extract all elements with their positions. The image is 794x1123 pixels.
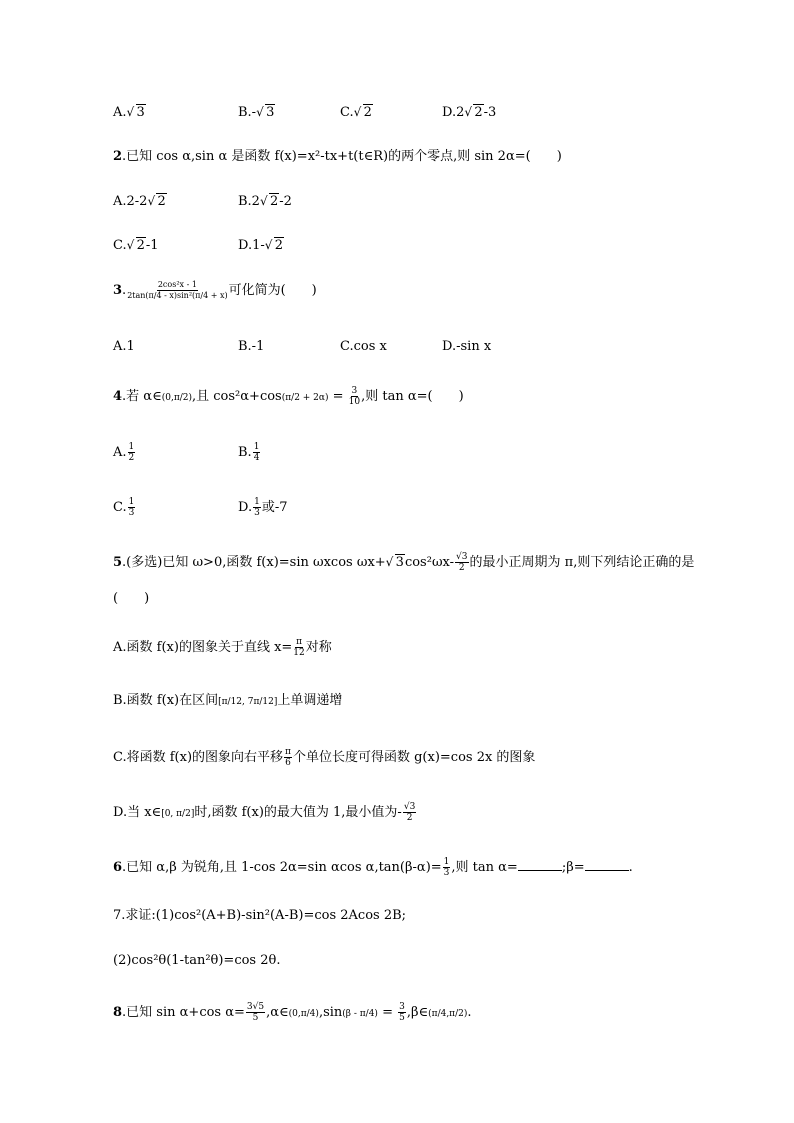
q4-option-c: C. $\frac{1}{3}$ bbox=[113, 497, 135, 518]
q3-option-c: C.cos x bbox=[340, 339, 387, 354]
q3-option-b: B.-1 bbox=[238, 339, 265, 354]
q8-stem: 8.已知 sin α+cos α= $\frac{3√5}{5}$ ,α∈(0,π/4),sin(β - π/4) = $\frac{3}{5}$ ,β∈(π/4,π/2). bbox=[113, 1002, 472, 1023]
q6-answer-blank-beta[interactable] bbox=[585, 858, 629, 871]
q1-option-b: B.-√ 3 bbox=[238, 104, 275, 122]
q4-option-b: B. $\frac{1}{4}$ bbox=[238, 442, 260, 463]
q2-stem: 2.已知 cos α,sin α 是函数 f(x)=x²-tx+t(t∈R)的两个零点,则 sin 2α=( ) bbox=[113, 149, 562, 164]
q1-option-d: D.2√ 2-3 bbox=[442, 104, 496, 122]
q5-stem: 5.(多选)已知 ω>0,函数 f(x)=sin ωxcos ωx+√ 3cos²ωx- $\frac{√3}{2}$ 的最小正周期为 π,则下列结论正确的是 bbox=[113, 552, 694, 573]
q3-option-d: D.-sin x bbox=[442, 339, 492, 354]
q5-option-b: B.函数 f(x)在区间[π/12, 7π/12]上单调递增 bbox=[113, 693, 343, 708]
q4-stem: 4.若 α∈(0,π/2),且 cos²α+cos(π/2 + 2α) = $\frac{3}{10}$ ,则 tan α=( ) bbox=[113, 386, 464, 407]
q3-option-a: A.1 bbox=[113, 339, 135, 354]
q2-option-c: C.√ 2-1 bbox=[113, 237, 159, 255]
q6-answer-blank-tan[interactable] bbox=[518, 858, 562, 871]
q2-option-d: D.1-√ 2 bbox=[238, 237, 284, 255]
q1-option-a: A.√ 3 bbox=[113, 104, 146, 122]
q3-stem: 3. $\frac{\text{2cos²x - 1}}{\text{2tan(π/4 - x)sin²(π/4 + x)}}$ 可化简为( ) bbox=[113, 280, 317, 300]
q7-part1: 7.求证:(1)cos²(A+B)-sin²(A-B)=cos 2Acos 2B; bbox=[113, 908, 407, 923]
q7-part2: (2)cos²θ(1-tan²θ)=cos 2θ. bbox=[113, 953, 281, 968]
q5-option-c: C.将函数 f(x)的图象向右平移 $\frac{\pi}{6}$ 个单位长度可得函数 g(x)=cos 2x 的图象 bbox=[113, 747, 536, 768]
q2-option-b: B.2√ 2-2 bbox=[238, 193, 292, 211]
q2-option-a: A.2-2√ 2 bbox=[113, 193, 167, 211]
q4-option-d: D. $\frac{1}{3}$ 或-7 bbox=[238, 497, 288, 518]
q3-fraction: $\frac{\text{2cos²x - 1}}{\text{2tan(π/4 - x)sin²(π/4 + x)}}$ bbox=[127, 280, 228, 300]
q5-option-a: A.函数 f(x)的图象关于直线 x= $\frac{\pi}{12}$ 对称 bbox=[113, 637, 332, 658]
q5-option-d: D.当 x∈[0, π/2]时,函数 f(x)的最大值为 1,最小值为- $\frac{√3}{2}$ bbox=[113, 802, 416, 823]
q1-option-c: C.√ 2 bbox=[340, 104, 373, 122]
q5-paren: ( ) bbox=[113, 591, 150, 606]
q6-stem: 6.已知 α,β 为锐角,且 1-cos 2α=sin αcos α,tan(β-α)= $\frac{1}{3}$ ,则 tan α= ;β= . bbox=[113, 857, 633, 878]
q4-option-a: A. $\frac{1}{2}$ bbox=[113, 442, 135, 463]
